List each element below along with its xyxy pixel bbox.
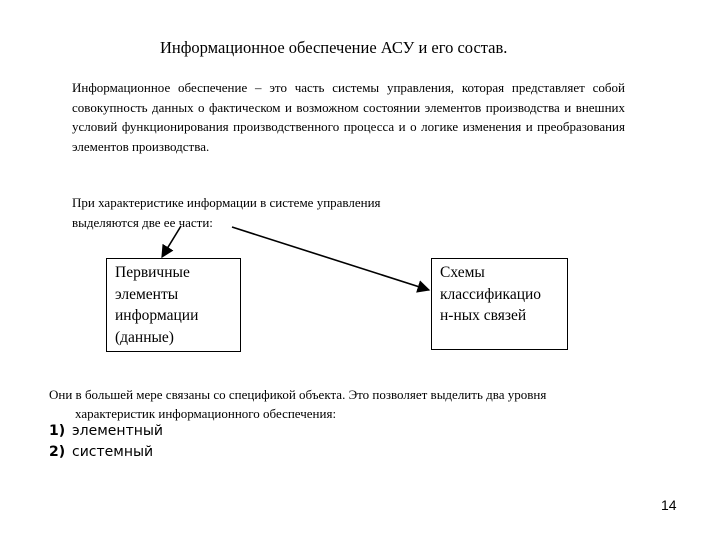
definition-paragraph: Информационное обеспечение – это часть системы управления, которая представляет собой совокупность данных о фактическом и возможном состоянии элементов производства и внешних условий функционирования производственного процесса и о логике изменения и преобразования элементов производства. — [72, 80, 625, 154]
classification-schemes-line-2: классификацио — [440, 285, 542, 303]
conclusion-line-2: характеристик информационного обеспечения: — [75, 406, 337, 421]
primary-elements-line-4: (данные) — [115, 328, 174, 346]
list-item-label: системный — [72, 444, 154, 460]
slide-title: Информационное обеспечение АСУ и его состав. — [160, 38, 508, 57]
list-item-label: элементный — [72, 423, 164, 439]
page-number: 14 — [661, 497, 677, 513]
conclusion-line-1: Они в большей мере связаны со спецификой объекта. Это позволяет выделить два уровня — [49, 387, 547, 402]
classification-schemes-line-3: н-ных связей — [440, 307, 527, 324]
intro-line-2: выделяются две ее части: — [72, 214, 213, 230]
primary-elements-line-2: элементы — [115, 285, 179, 303]
list-item-number: 2) — [49, 444, 66, 460]
classification-schemes-box — [431, 258, 568, 350]
classification-schemes-line-1: Схемы — [440, 264, 485, 281]
primary-elements-line-3: информации — [115, 307, 199, 324]
primary-elements-line-1: Первичные — [115, 264, 190, 281]
list-item — [49, 421, 163, 442]
arrow-to-primary-elements — [162, 226, 181, 257]
intro-line-1: При характеристике информации в системе управления — [72, 195, 381, 210]
arrow-to-classification-schemes — [232, 227, 429, 290]
list-item — [49, 442, 163, 463]
levels-list — [49, 421, 163, 463]
conclusion-text — [49, 385, 546, 423]
list-item-number: 1) — [49, 423, 66, 439]
primary-elements-box — [106, 258, 241, 352]
